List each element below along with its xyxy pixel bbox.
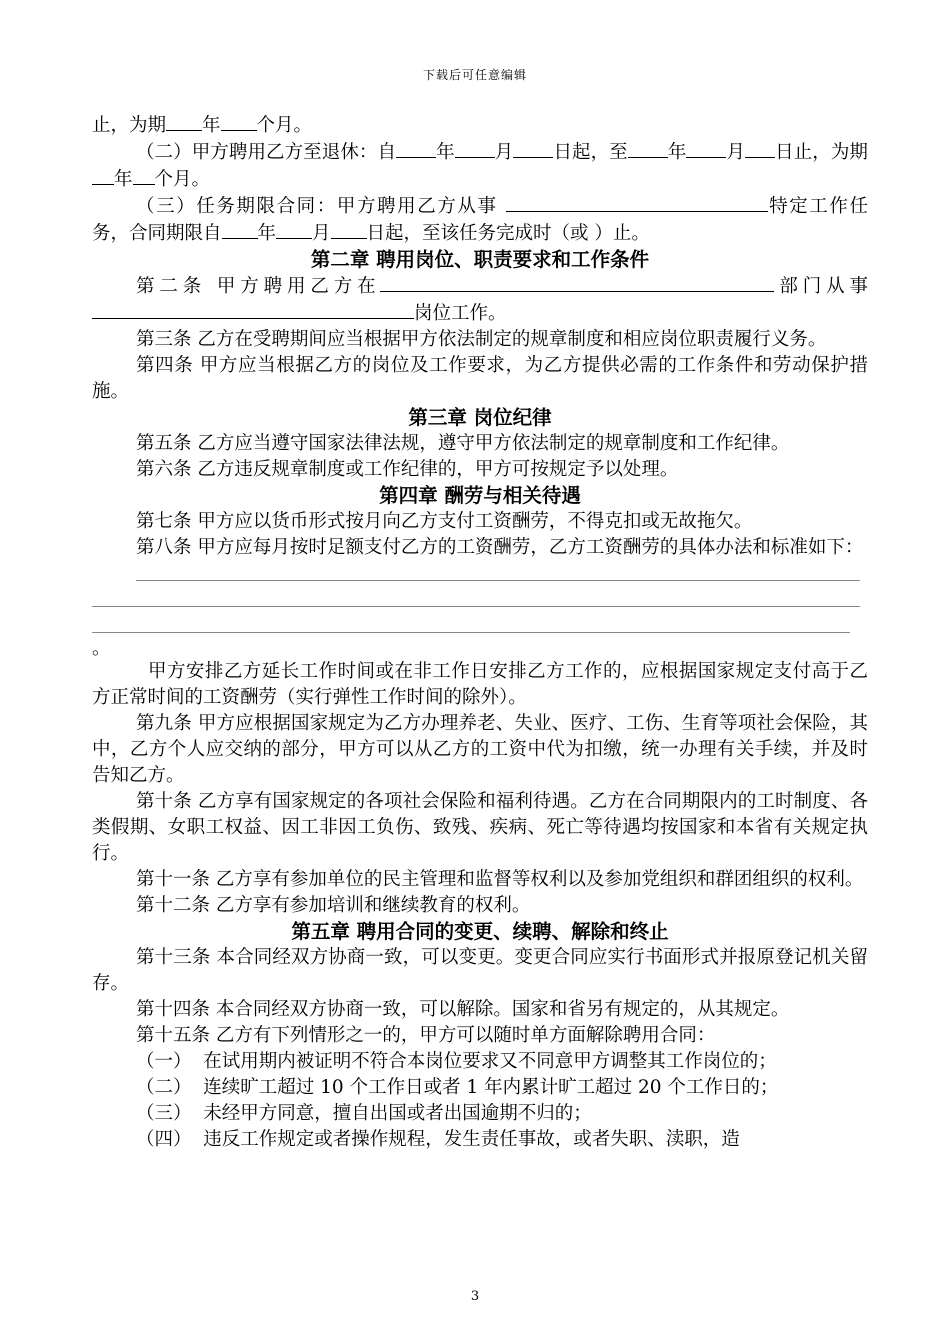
blank-field[interactable]	[92, 166, 114, 185]
text-span: 个月。	[154, 169, 211, 190]
paragraph-term-fixed	[92, 112, 868, 139]
text-span: 特定工作任务，合同期限自	[92, 196, 868, 244]
paragraph-term-retirement	[92, 139, 868, 193]
text-span: 部门从事	[774, 276, 868, 297]
chapter-3-heading: 第三章 岗位纪律	[408, 406, 552, 429]
text-span: 止，为期	[92, 115, 167, 136]
blank-field[interactable]	[133, 166, 155, 185]
list-item	[92, 1049, 868, 1075]
text-span: 年	[257, 223, 277, 244]
list-item-text: 未经甲方同意，擅自出国或者出国逾期不归的；	[203, 1103, 592, 1124]
list-item-number: （三）	[136, 1103, 192, 1124]
article-15: 第十五条 乙方有下列情形之一的，甲方可以随时单方面解除聘用合同：	[136, 1025, 716, 1046]
page-header: 下载后可任意编辑	[422, 68, 527, 82]
article-12: 第十二条 乙方享有参加培训和继续教育的权利。	[136, 895, 531, 916]
page-number: 3	[470, 1289, 480, 1304]
text-span: （三）任务期限合同：甲方聘用乙方从事	[136, 196, 498, 217]
article-6: 第六条 乙方违反规章制度或工作纪律的，甲方可按规定予以处理。	[136, 459, 679, 480]
article-8-overtime: 甲方安排乙方延长工作时间或在非工作日安排乙方工作的，应根据国家规定支付高于乙方正常时间的工资酬劳（实行弹性工作时间的除外）。	[92, 661, 868, 708]
fill-line[interactable]	[92, 587, 868, 613]
text-span: 个月。	[256, 115, 313, 136]
list-item-text: 违反工作规定或者操作规程，发生责任事故，或者失职、渎职，造	[203, 1129, 740, 1150]
blank-field[interactable]	[506, 193, 768, 212]
article-5: 第五条 乙方应当遵守国家法律法规，遵守甲方依法制定的规章制度和工作纪律。	[136, 433, 790, 454]
list-item-text: 连续旷工超过 10 个工作日或者 1 年内累计旷工超过 20 个工作日的；	[203, 1077, 779, 1098]
article-2	[92, 273, 868, 327]
document-body	[92, 112, 868, 1153]
text-span: 月	[726, 142, 746, 163]
blank-field[interactable]	[628, 139, 668, 158]
article-4: 第四条 甲方应当根据乙方的岗位及工作要求，为乙方提供必需的工作条件和劳动保护措施。	[92, 355, 868, 402]
text-span: 月	[494, 142, 514, 163]
blank-field[interactable]	[222, 220, 258, 239]
text-span: 日止，为期	[775, 142, 868, 163]
list-item	[92, 1075, 868, 1101]
article-14: 第十四条 本合同经双方协商一致，可以解除。国家和省另有规定的，从其规定。	[136, 999, 790, 1020]
text-span: 第二条 甲方聘用乙方在	[136, 276, 381, 297]
text-span: （二）甲方聘用乙方至退休：自	[136, 142, 397, 163]
fill-line[interactable]	[92, 561, 868, 587]
list-item-text: 在试用期内被证明不符合本岗位要求又不同意甲方调整其工作岗位的；	[203, 1051, 777, 1072]
list-item	[92, 1127, 868, 1153]
blank-field[interactable]	[221, 112, 257, 131]
article-8: 第八条 甲方应每月按时足额支付乙方的工资酬劳，乙方工资酬劳的具体办法和标准如下：	[136, 537, 864, 558]
fill-terminator: 。	[92, 638, 111, 659]
text-span: 日起，至	[553, 142, 628, 163]
fill-line[interactable]	[92, 613, 868, 639]
blank-field[interactable]	[92, 300, 414, 319]
blank-field[interactable]	[331, 220, 367, 239]
text-span: 年	[114, 169, 133, 190]
blank-field[interactable]	[396, 139, 436, 158]
chapter-5-heading: 第五章 聘用合同的变更、续聘、解除和终止	[291, 920, 669, 943]
article-7: 第七条 甲方应以货币形式按月向乙方支付工资酬劳，不得克扣或无故拖欠。	[136, 511, 753, 532]
article-13: 第十三条 本合同经双方协商一致，可以变更。变更合同应实行书面形式并报原登记机关留存。	[92, 947, 868, 994]
chapter-2-heading: 第二章 聘用岗位、职责要求和工作条件	[310, 248, 650, 271]
article-10: 第十条 乙方享有国家规定的各项社会保险和福利待遇。乙方在合同期限内的工时制度、各类假期、女职工权益、因工非因工负伤、致残、疾病、死亡等待遇均按国家和本省有关规定执行。	[92, 791, 868, 864]
blank-field[interactable]	[166, 112, 202, 131]
text-span: 日起，至该任务完成时（或 ）止。	[366, 223, 650, 244]
blank-field[interactable]	[745, 139, 775, 158]
list-item-number: （一）	[136, 1051, 192, 1072]
list-item-number: （四）	[136, 1129, 192, 1150]
text-span: 岗位工作。	[414, 303, 507, 324]
blank-field[interactable]	[455, 139, 495, 158]
list-item	[92, 1101, 868, 1127]
text-span: 月	[312, 223, 331, 244]
list-item-number: （二）	[136, 1077, 192, 1098]
article-9: 第九条 甲方应根据国家规定为乙方办理养老、失业、医疗、工伤、生育等项社会保险，其中，乙方个人应交纳的部分，甲方可以从乙方的工资中代为扣缴，统一办理有关手续，并及时告知乙方。	[92, 713, 868, 786]
text-span: 年	[667, 142, 687, 163]
chapter-4-heading: 第四章 酬劳与相关待遇	[379, 484, 581, 507]
text-span: 年	[436, 142, 455, 163]
blank-field[interactable]	[276, 220, 312, 239]
blank-field[interactable]	[686, 139, 726, 158]
paragraph-term-task	[92, 193, 868, 247]
blank-field[interactable]	[513, 139, 553, 158]
blank-field[interactable]	[380, 273, 774, 292]
article-11: 第十一条 乙方享有参加单位的民主管理和监督等权利以及参加党组织和群团组织的权利。	[136, 869, 864, 890]
text-span: 年	[202, 115, 221, 136]
article-3: 第三条 乙方在受聘期间应当根据甲方依法制定的规章制度和相应岗位职责履行义务。	[136, 329, 827, 350]
